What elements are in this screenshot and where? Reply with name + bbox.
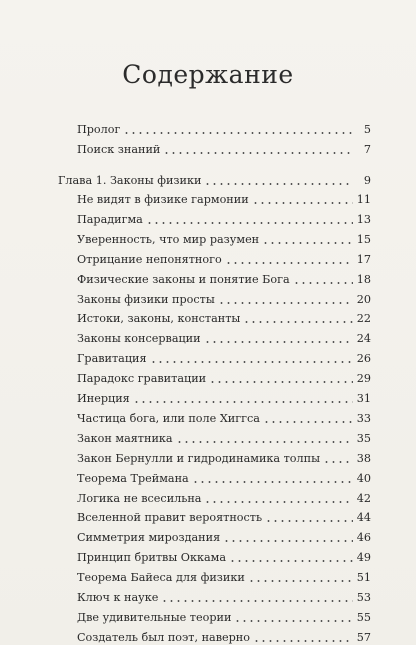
dot-leader: [225, 262, 353, 264]
toc-entry-page: 18: [356, 272, 371, 286]
toc-entry[interactable]: [77, 348, 371, 366]
toc-entry-title: Ключ к науке: [77, 591, 159, 604]
toc-entry-title: Симметрия мироздания: [77, 531, 221, 545]
toc-entry[interactable]: [77, 547, 371, 565]
toc-chapter-1[interactable]: [58, 170, 371, 188]
dot-leader: [204, 183, 353, 185]
toc-entry[interactable]: [77, 209, 371, 227]
dot-leader: [161, 600, 352, 602]
toc-entry-page: 31: [356, 392, 371, 405]
toc-entry-title: Парадигма: [77, 212, 143, 226]
dot-leader: [234, 620, 352, 622]
toc-entry-page: 51: [356, 571, 371, 585]
toc-entry-title: Уверенность, что мир разумен: [77, 232, 260, 246]
dot-leader: [229, 560, 353, 562]
dot-leader: [252, 202, 353, 204]
toc-chapter-title: Глава 1. Законы физики: [58, 174, 202, 187]
toc-entry-page: 33: [356, 411, 371, 425]
toc-entry-title: Законы консервации: [77, 332, 201, 346]
toc-entry-title: Парадокс гравитации: [77, 372, 207, 386]
dot-leader: [204, 341, 353, 343]
toc-entry[interactable]: [77, 289, 371, 307]
toc-entry-title: Логика не всесильна: [77, 491, 202, 505]
dot-leader: [243, 321, 352, 323]
toc-entry[interactable]: [77, 567, 371, 585]
dot-leader: [218, 302, 353, 304]
toc-entry-title: Две удивительные теории: [77, 610, 232, 624]
dot-leader: [150, 361, 353, 363]
toc-entry-page: 44: [356, 511, 371, 525]
toc-entry[interactable]: [77, 408, 371, 426]
page-title: Содержание: [122, 60, 294, 89]
toc-entry-title: Законы физики просты: [77, 292, 215, 306]
toc-entry-page: 13: [356, 212, 371, 226]
toc-entry[interactable]: [77, 627, 371, 645]
toc-entry-title: Инерция: [77, 392, 130, 405]
toc-entry-title: Закон Бернулли и гидродинамика толпы: [77, 451, 321, 465]
dot-leader: [248, 580, 353, 582]
toc-entry[interactable]: [77, 308, 371, 326]
toc-entry-title: Истоки, законы, константы: [77, 312, 241, 326]
dot-leader: [146, 222, 353, 224]
toc-entry-page: 5: [363, 123, 371, 136]
dot-leader: [204, 501, 352, 503]
toc-entry-title: Отрицание непонятного: [77, 252, 222, 266]
toc-entry-page: 20: [356, 292, 371, 306]
toc-entry-title: Гравитация: [77, 352, 147, 366]
toc-entry-page: 26: [356, 352, 371, 366]
toc-entry-title: Создатель был поэт, наверно: [77, 630, 250, 644]
dot-leader: [323, 461, 353, 463]
toc-entry-title: Физические законы и понятие Бога: [77, 272, 290, 286]
toc-entry-title: Вселенной правит вероятность: [77, 511, 263, 525]
toc-entry-page: 17: [356, 252, 371, 266]
toc-entry-page: 55: [356, 610, 371, 624]
dot-leader: [163, 152, 353, 154]
toc-entry[interactable]: [77, 368, 371, 386]
toc-entry[interactable]: [77, 428, 371, 446]
toc-entry-page: 49: [356, 551, 371, 565]
dot-leader: [263, 421, 353, 423]
toc-entry-page: 29: [356, 372, 371, 386]
toc-entry[interactable]: [77, 527, 371, 545]
toc-chapter-page: 9: [363, 174, 371, 187]
toc-entry-page: 24: [356, 332, 371, 346]
toc-entry[interactable]: [77, 607, 371, 625]
toc-entry-page: 57: [356, 630, 371, 644]
toc-entry-page: 11: [356, 193, 371, 206]
toc-entry-page: 7: [363, 143, 371, 156]
dot-leader: [223, 540, 353, 542]
toc-entry-page: 15: [356, 232, 371, 246]
toc-entry-title: Частица бога, или поле Хиггса: [77, 411, 260, 425]
dot-leader: [253, 640, 353, 642]
toc-entry-title: Закон маятника: [77, 431, 173, 445]
toc-entry-page: 22: [356, 312, 371, 326]
toc-entry-title: Пролог: [77, 123, 121, 136]
dot-leader: [265, 520, 353, 522]
toc-entry-title: Теорема Треймана: [77, 471, 189, 485]
toc-entry[interactable]: [77, 507, 371, 525]
toc-entry-page: 46: [356, 531, 371, 545]
toc-entry-page: 38: [356, 451, 371, 465]
toc-entry[interactable]: [77, 249, 371, 267]
toc-entry-page: 35: [356, 431, 371, 445]
toc-entry-title: Принцип бритвы Оккама: [77, 551, 226, 565]
dot-leader: [123, 132, 353, 134]
dot-leader: [133, 401, 353, 403]
toc-entry-title: Теорема Байеса для физики: [77, 571, 245, 585]
toc-entry[interactable]: [77, 587, 371, 605]
toc-entry[interactable]: [77, 229, 371, 247]
toc-entry[interactable]: [77, 468, 371, 486]
dot-leader: [262, 242, 353, 244]
toc-entry-page: 42: [356, 491, 371, 505]
toc-entry[interactable]: [77, 269, 371, 287]
dot-leader: [209, 381, 353, 383]
toc-entry[interactable]: [77, 448, 371, 466]
toc-entry-page: 40: [356, 471, 371, 485]
dot-leader: [293, 282, 353, 284]
toc-entry[interactable]: [77, 388, 371, 406]
toc-entry[interactable]: [77, 488, 371, 506]
dot-leader: [192, 481, 353, 483]
toc-entry-title: Поиск знаний: [77, 143, 161, 156]
toc-entry-title: Не видят в физике гармонии: [77, 193, 249, 206]
toc-entry-search[interactable]: [77, 139, 371, 157]
dot-leader: [176, 441, 353, 443]
toc-entry[interactable]: [77, 328, 371, 346]
toc-entry-prologue[interactable]: [77, 119, 371, 137]
toc-entry-page: 53: [356, 591, 371, 604]
toc-entry[interactable]: [77, 189, 371, 207]
